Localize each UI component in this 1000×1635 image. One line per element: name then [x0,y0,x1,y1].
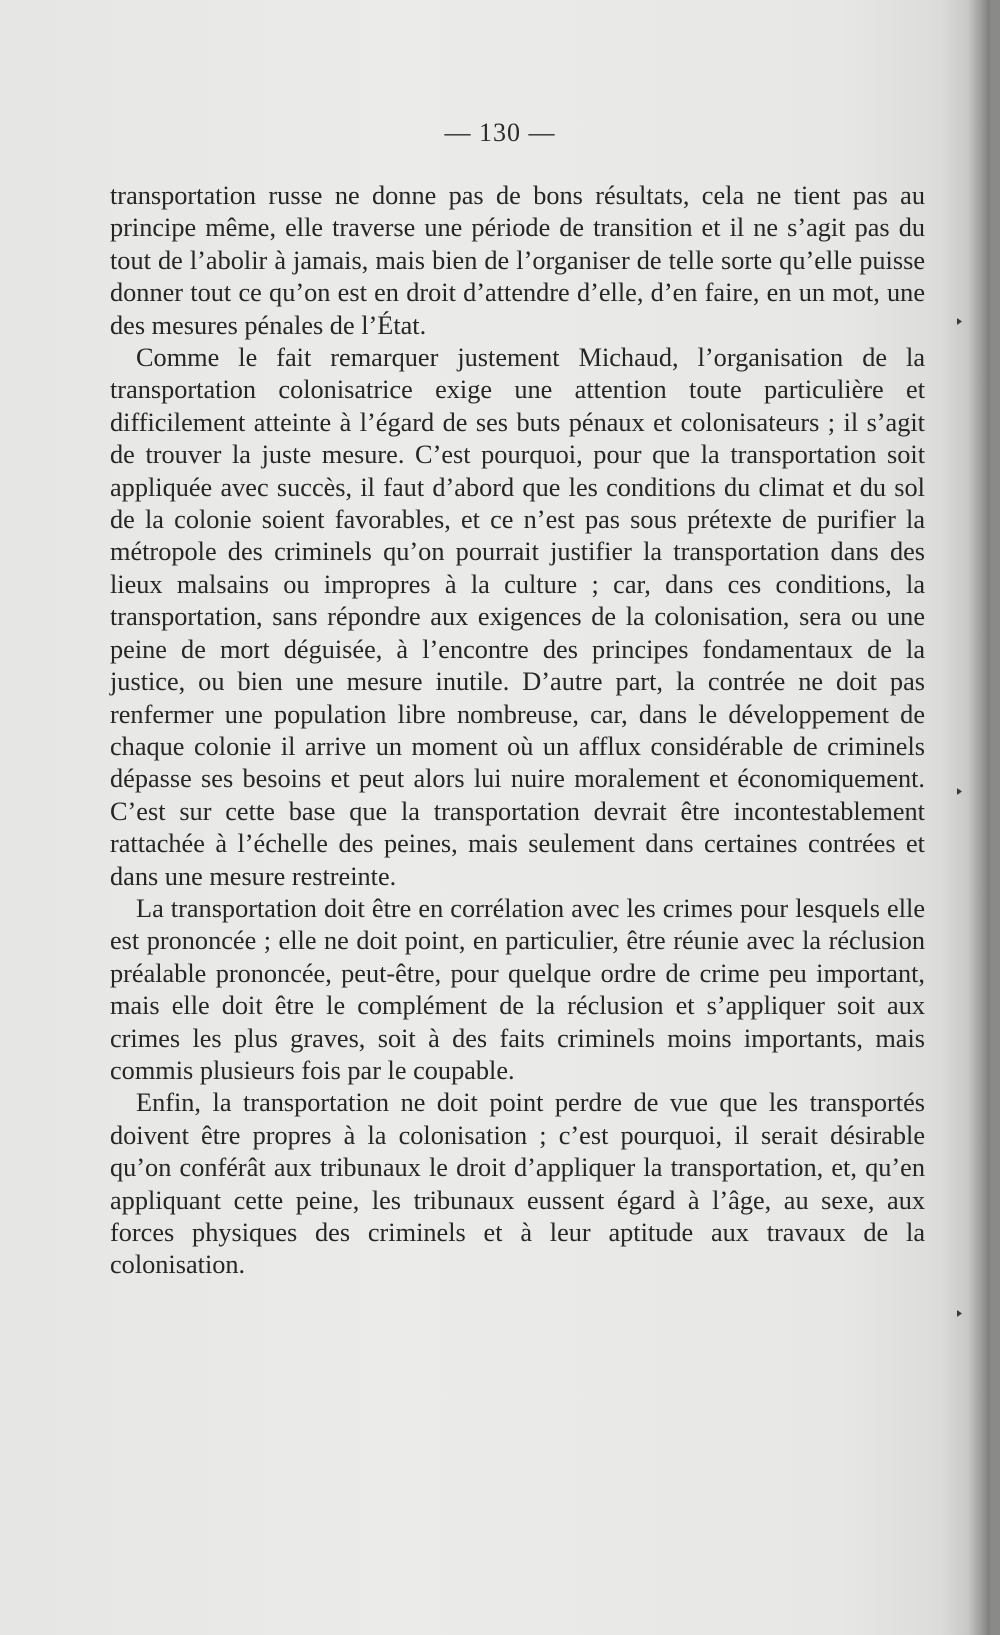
page-edge-shadow [968,0,990,1635]
page-number: — 130 — [444,118,556,147]
margin-mark [957,1310,962,1317]
paragraph-1: transportation russe ne donne pas de bons résultats, cela ne tient pas au principe même, elle traverse une période de transition et il ne s’agit pas du tout de l’abolir à jamais, mais bien de l’organiser de telle sorte qu’elle puisse donner tout ce qu’on est en droit d’attendre d’elle, d’en faire, en un mot, une des mesures pénales de l’État. [110,181,925,340]
paragraph-4: Enfin, la transportation ne doit point perdre de vue que les transportés doivent être propres à la colonisation ; c’est pourquoi, il serait désirable qu’on conférât aux tribunaux le droit d’appliquer la transportation, et, qu’en appliquant cette peine, les tribunaux eussent égard à l’âge, au sexe, aux forces physiques des criminels et à leur aptitude aux travaux de la colonisation. [110,1088,925,1280]
margin-mark [957,788,962,795]
paragraph-3: La transportation doit être en corrélation avec les crimes pour lesquels elle est prononcée ; elle ne doit point, en particulier, être réunie avec la réclusion préalable prononcée, peut-être, pour quelque ordre de crime peu important, mais elle doit être le complément de la réclusion et s’appliquer soit aux crimes les plus graves, soit à des faits criminels moins importants, mais commis plusieurs fois par le coupable. [110,893,925,1085]
body-text [110,180,925,1282]
paragraph-2: Comme le fait remarquer justement Michaud, l’organisation de la transportation colonisatrice exige une attention toute particulière et difficilement atteinte à l’égard de ses buts pénaux et colonisateurs ; il s’agit de trouver la juste mesure. C’est pourquoi, pour que la transportation soit appliquée avec succès, il faut d’abord que les conditions du climat et du sol de la colonie soient favorables, et ce n’est pas sous prétexte de purifier la métropole des criminels qu’on pourrait justifier la transportation dans des lieux malsains ou impropres à la culture ; car, dans ces conditions, la transportation, sans répondre aux exigences de la colonisation, sera ou une peine de mort déguisée, à l’encontre des principes fondamentaux de la justice, ou bien une mesure inutile. D’autre part, la contrée ne doit pas renfermer une population libre nombreuse, car, dans le développement de chaque colonie il arrive un moment où un afflux considérable de criminels dépasse ses besoins et peut alors lui nuire moralement et économiquement. C’est sur cette base que la transportation devrait être incontestablement rattachée à l’échelle des peines, mais seulement dans certaines contrées et dans une mesure restreinte. [110,343,925,891]
margin-mark [957,318,962,325]
